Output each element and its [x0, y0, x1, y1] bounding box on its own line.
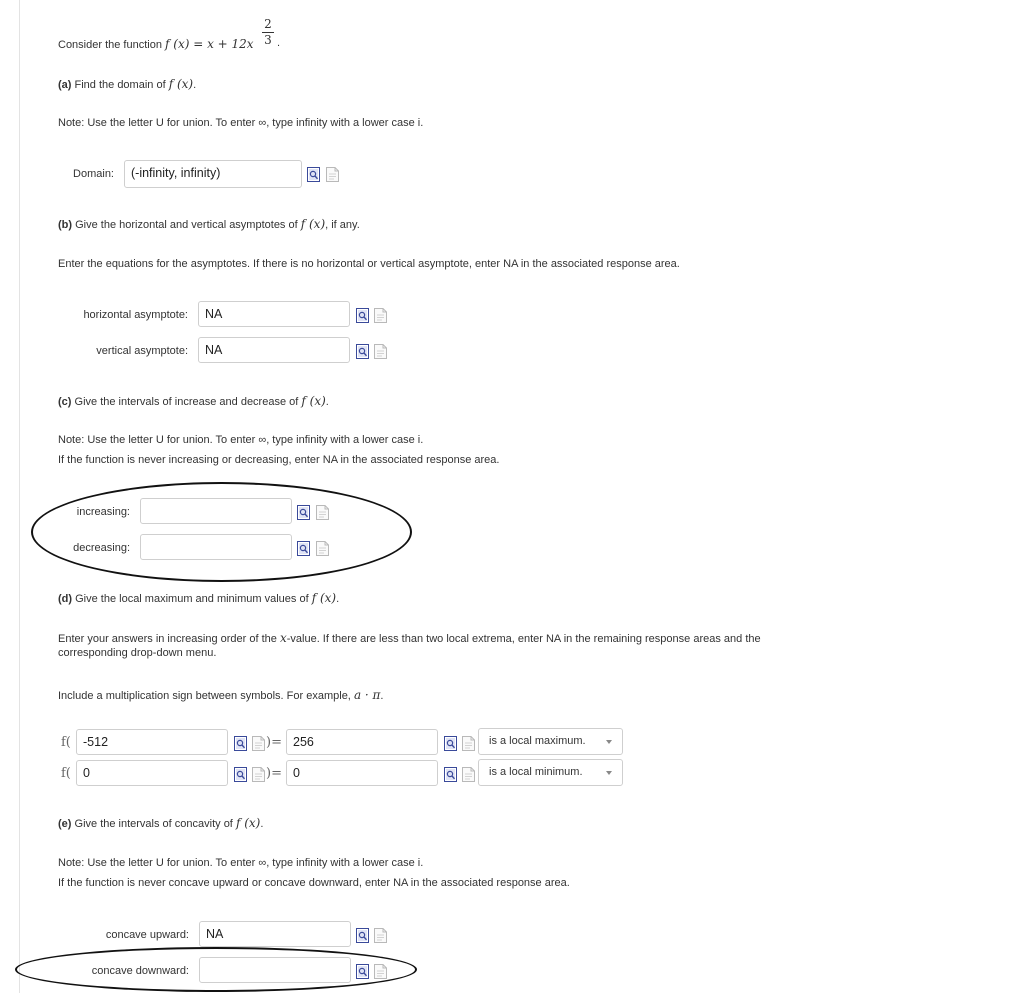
part-d-note-1b: -value. If there are less than two local extrema, enter NA in the remaining response areas and the	[286, 633, 761, 645]
part-b-text: Give the horizontal and vertical asymptotes of	[75, 219, 298, 231]
part-d-text: Give the local maximum and minimum values of	[75, 593, 309, 605]
help-document-icon[interactable]	[462, 736, 475, 751]
equation-preview-icon[interactable]	[444, 736, 457, 751]
part-a-note: Note: Use the letter U for union. To enter ∞, type infinity with a lower case i.	[58, 117, 424, 129]
part-c-text: Give the intervals of increase and decrease of	[74, 396, 299, 408]
part-d-fx: f (x)	[311, 591, 337, 605]
equation-preview-icon[interactable]	[234, 767, 247, 782]
intro-label: Consider the function	[58, 39, 162, 51]
part-e-prompt	[58, 816, 263, 830]
part-c-note-2: If the function is never increasing or decreasing, enter NA in the associated response area.	[58, 454, 500, 466]
extremum-x-input-2[interactable]: 0	[76, 760, 228, 786]
part-d-prompt	[58, 591, 339, 605]
part-e-text: Give the intervals of concavity of	[74, 818, 233, 830]
help-document-icon[interactable]	[462, 767, 475, 782]
horizontal-asymptote-label: horizontal asymptote:	[83, 309, 188, 321]
part-c-tail: .	[325, 396, 329, 408]
extremum-value-input-2[interactable]: 0	[286, 760, 438, 786]
intro-text	[58, 37, 254, 51]
equation-preview-icon[interactable]	[444, 767, 457, 782]
left-border	[19, 0, 20, 993]
function-expression: f (x) = x + 12x	[165, 37, 254, 51]
help-document-icon[interactable]	[252, 767, 265, 782]
help-document-icon[interactable]	[374, 308, 387, 323]
part-d-note-1c: corresponding drop-down menu.	[58, 647, 217, 659]
horizontal-asymptote-input[interactable]: NA	[198, 301, 350, 327]
part-b-tail: , if any.	[325, 219, 360, 231]
part-d-note-1	[58, 631, 761, 645]
annotation-ellipse-concave-downward	[15, 947, 417, 992]
part-e-tag: (e)	[58, 818, 72, 830]
increasing-label: increasing:	[76, 506, 130, 518]
concave-upward-label: concave upward:	[105, 929, 189, 941]
part-d-note-2	[58, 688, 383, 702]
part-d-note-1a: Enter your answers in increasing order of the	[58, 633, 277, 645]
extremum-type-select-2[interactable]	[478, 759, 623, 786]
part-c-fx: f (x)	[301, 394, 326, 408]
exponent-numerator: 2	[264, 17, 272, 31]
vertical-asymptote-input[interactable]: NA	[198, 337, 350, 363]
part-a-text: Find the domain of	[74, 79, 166, 91]
part-a-tag: (a)	[58, 79, 72, 91]
part-b-note: Enter the equations for the asymptotes. If there is no horizontal or vertical asymptote, enter NA in the associated response area.	[58, 258, 680, 270]
annotation-ellipse-increasing-decreasing	[31, 482, 412, 582]
close-paren-equals: )=	[266, 735, 282, 750]
part-b-prompt	[58, 217, 360, 231]
part-a-fx: f (x)	[168, 77, 194, 91]
concave-downward-label: concave downward:	[91, 965, 189, 977]
extremum-x-input-1[interactable]: -512	[76, 729, 228, 755]
f-open-paren: f(	[61, 735, 71, 750]
extremum-type-select-1[interactable]	[478, 728, 623, 755]
part-d-note-example: a · π	[353, 688, 381, 702]
help-document-icon[interactable]	[252, 736, 265, 751]
domain-label: Domain:	[73, 168, 114, 180]
equation-preview-icon[interactable]	[356, 308, 369, 323]
help-document-icon[interactable]	[374, 928, 387, 943]
exponent-denominator: 3	[264, 33, 272, 47]
part-c-prompt	[58, 394, 329, 408]
domain-input[interactable]: (-infinity, infinity)	[124, 160, 302, 188]
part-d-tail: .	[336, 593, 340, 605]
part-e-tail: .	[260, 818, 264, 830]
extremum-type-2-value: is a local minimum.	[489, 766, 583, 778]
part-c-tag: (c)	[58, 396, 72, 408]
part-d-note-2b: .	[380, 690, 384, 702]
extremum-type-1-value: is a local maximum.	[489, 735, 586, 747]
part-e-fx: f (x)	[235, 816, 261, 830]
part-b-tag: (b)	[58, 219, 73, 231]
part-a-tail: .	[193, 79, 197, 91]
concave-upward-input[interactable]: NA	[199, 921, 351, 947]
part-e-note-2: If the function is never concave upward or concave downward, enter NA in the associated response area.	[58, 877, 570, 889]
part-a-prompt	[58, 77, 196, 91]
decreasing-label: decreasing:	[73, 542, 130, 554]
chevron-down-icon	[606, 740, 612, 744]
equation-preview-icon[interactable]	[234, 736, 247, 751]
chevron-down-icon	[606, 771, 612, 775]
part-e-note-1: Note: Use the letter U for union. To enter ∞, type infinity with a lower case i.	[58, 857, 424, 869]
help-document-icon[interactable]	[374, 344, 387, 359]
equation-preview-icon[interactable]	[307, 167, 320, 182]
part-d-note-2a: Include a multiplication sign between symbols. For example,	[58, 690, 351, 702]
part-d-note-x: x	[279, 631, 287, 645]
extremum-value-input-1[interactable]: 256	[286, 729, 438, 755]
equation-preview-icon[interactable]	[356, 928, 369, 943]
f-open-paren: f(	[61, 766, 71, 781]
part-b-fx: f (x)	[300, 217, 326, 231]
function-period: .	[277, 37, 281, 49]
equation-preview-icon[interactable]	[356, 344, 369, 359]
part-c-note-1: Note: Use the letter U for union. To enter ∞, type infinity with a lower case i.	[58, 434, 424, 446]
close-paren-equals: )=	[266, 766, 282, 781]
help-document-icon[interactable]	[326, 167, 339, 182]
vertical-asymptote-label: vertical asymptote:	[96, 345, 188, 357]
part-d-tag: (d)	[58, 593, 73, 605]
